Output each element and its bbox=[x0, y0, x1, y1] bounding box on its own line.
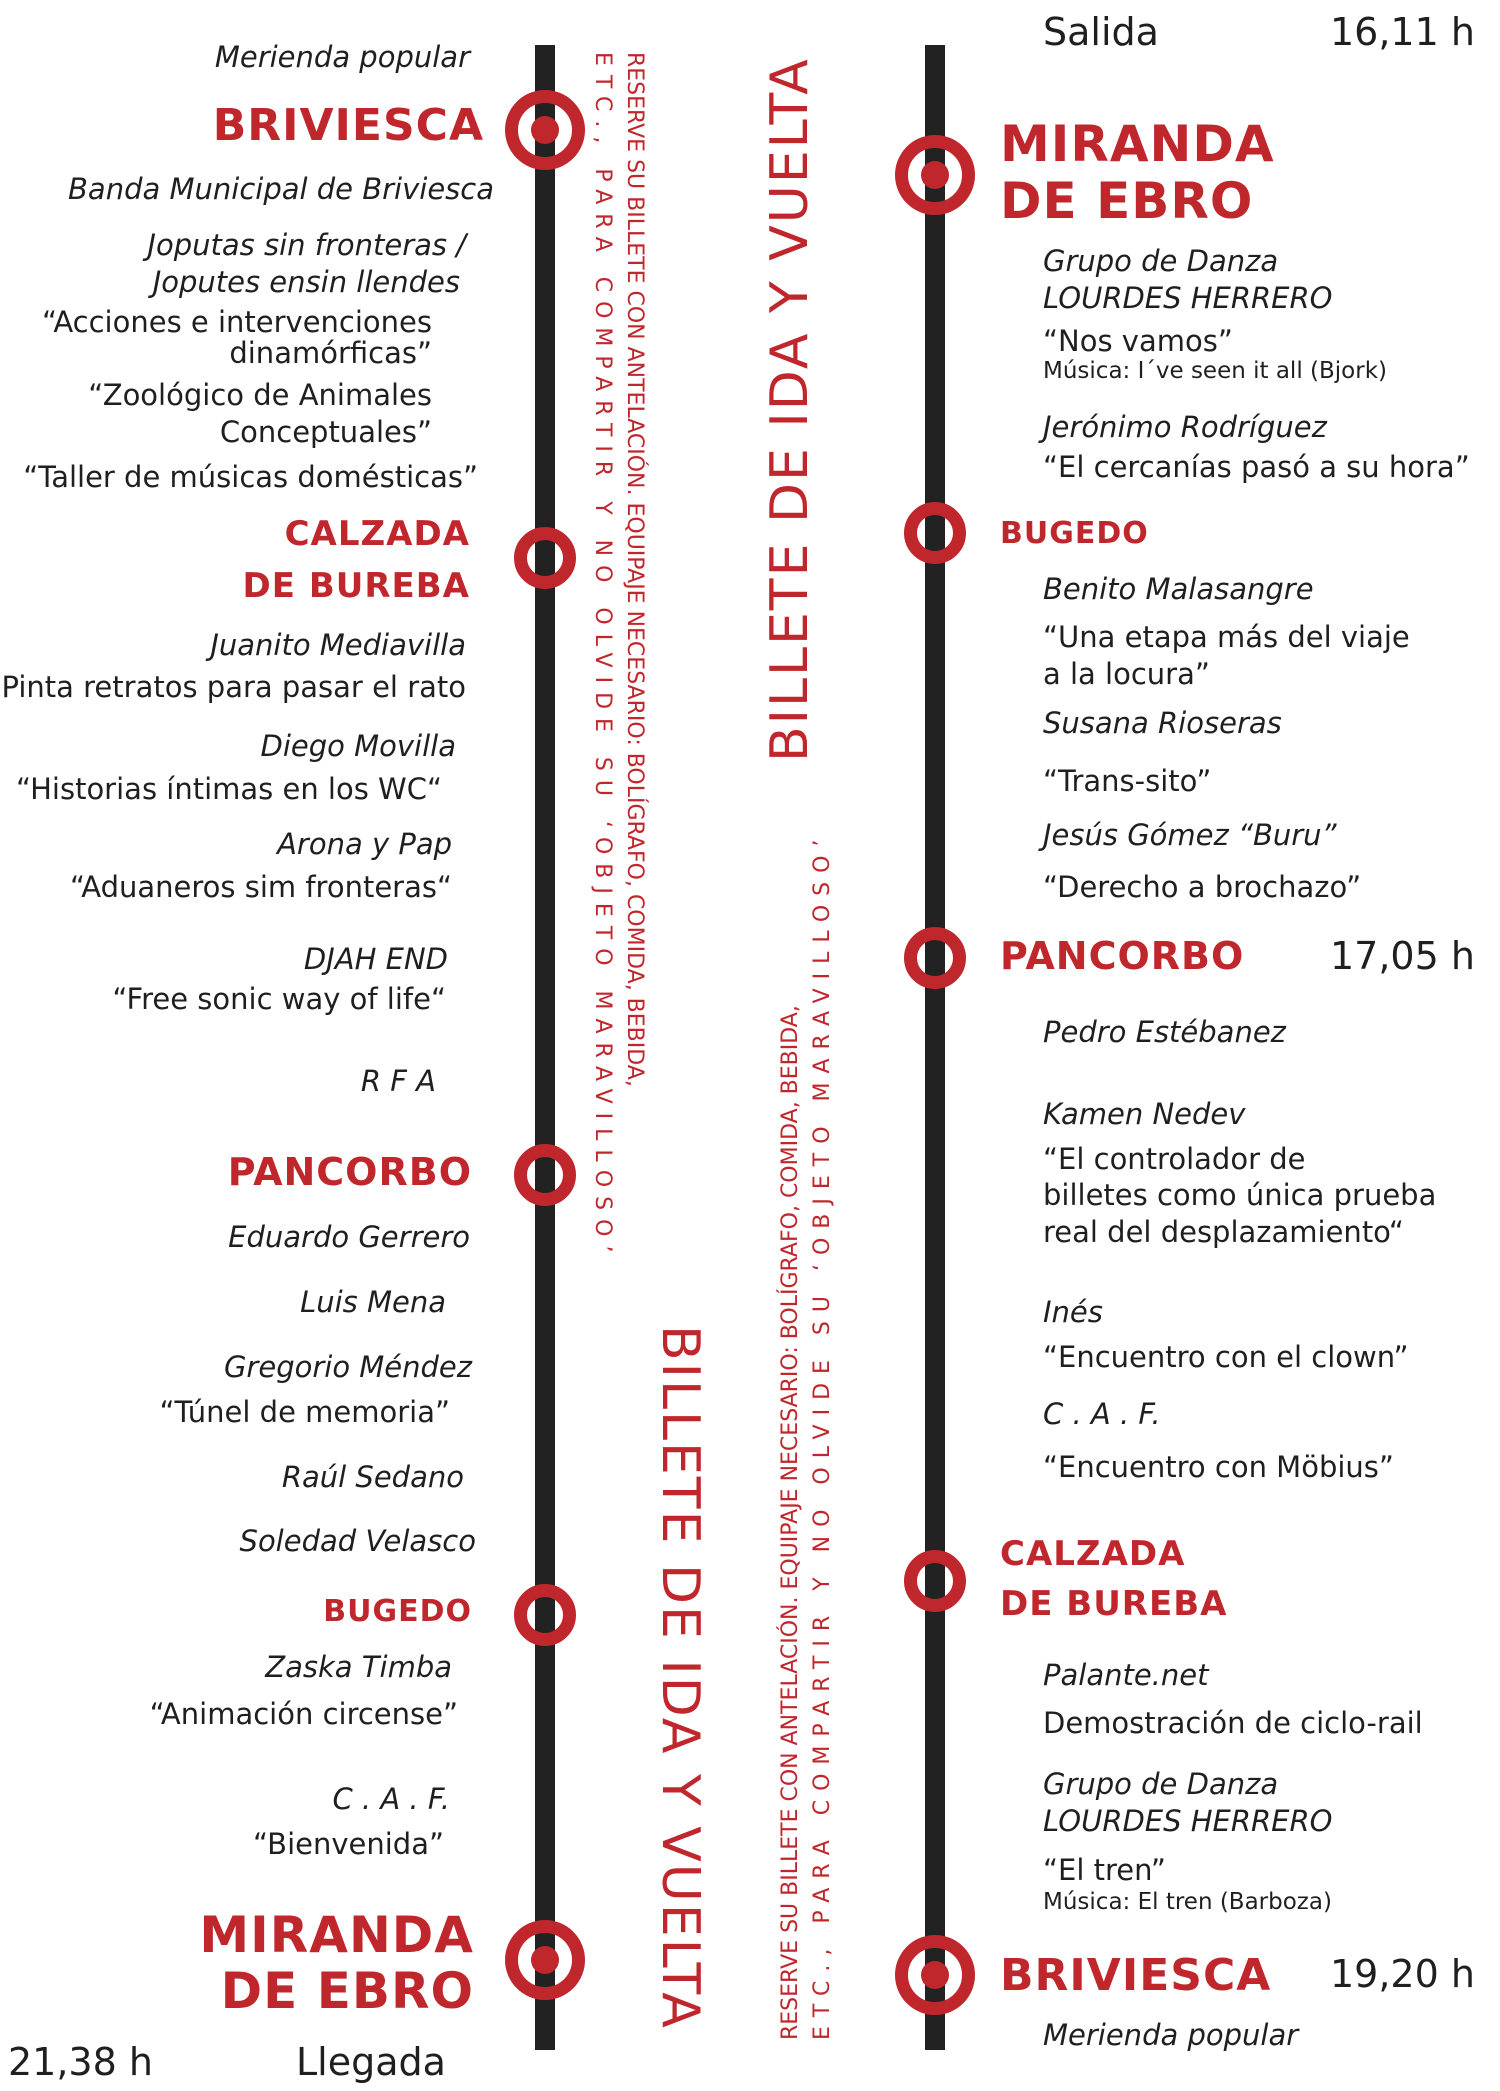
left-station-briviesca: BRIVIESCA bbox=[212, 100, 484, 151]
right-transito: “Trans-sito” bbox=[1043, 764, 1212, 798]
left-station-miranda-2: DE EBRO bbox=[220, 1962, 474, 2020]
left-historias: “Historias íntimas en los WC“ bbox=[15, 772, 442, 806]
right-station-calzada-1: CALZADA bbox=[1000, 1534, 1186, 1574]
left-animacion: “Animación circense” bbox=[149, 1697, 458, 1731]
right-stop-calzada bbox=[904, 1550, 966, 1612]
right-controlador-2: billetes como única prueba bbox=[1043, 1178, 1437, 1212]
left-pinta: Pinta retratos para pasar el rato bbox=[1, 670, 466, 704]
center-notice-bottom-line1: RESERVE SU BILLETE CON ANTELACIÓN. EQUIPAJE NECESARIO: BOLÍGRAFO, COMIDA, BEBIDA, bbox=[778, 1005, 803, 2040]
left-stop-miranda bbox=[505, 1920, 585, 2000]
left-zoo-2: Conceptuales” bbox=[219, 415, 432, 449]
left-acciones-1: “Acciones e intervenciones bbox=[42, 305, 432, 339]
right-track-line bbox=[925, 45, 945, 2050]
right-cercanias: “El cercanías pasó a su hora” bbox=[1043, 450, 1470, 484]
left-caf: C . A . F. bbox=[332, 1782, 450, 1816]
right-station-bugedo: BUGEDO bbox=[1000, 516, 1149, 551]
right-palante: Palante.net bbox=[1043, 1658, 1209, 1692]
left-stop-briviesca-dot bbox=[531, 116, 559, 144]
left-track-line bbox=[535, 45, 555, 2050]
center-notice-bottom-line2: ETC., PARA COMPARTIR Y NO OLVIDE SU ‘OBJETO MARAVILLOSO’ bbox=[810, 830, 835, 2040]
left-stop-miranda-dot bbox=[531, 1946, 559, 1974]
left-banda: Banda Municipal de Briviesca bbox=[68, 172, 494, 206]
right-station-pancorbo: PANCORBO bbox=[1000, 934, 1245, 978]
right-clown: “Encuentro con el clown” bbox=[1043, 1340, 1409, 1374]
right-susana: Susana Rioseras bbox=[1043, 706, 1282, 740]
center-notice-top bbox=[586, 52, 650, 1262]
center-notice-top-line1: RESERVE SU BILLETE CON ANTELACIÓN. EQUIPAJE NECESARIO: BOLÍGRAFO, COMIDA, BEBIDA, bbox=[622, 52, 647, 1087]
right-station-briviesca: BRIVIESCA bbox=[1000, 1950, 1272, 2001]
left-merienda: Merienda popular bbox=[214, 40, 470, 74]
right-musica-1: Música: I´ve seen it all (Bjork) bbox=[1043, 358, 1387, 384]
left-taller: “Taller de músicas domésticas” bbox=[23, 460, 478, 494]
right-grupo-1b: Grupo de Danza bbox=[1043, 1767, 1279, 1801]
left-soledad: Soledad Velasco bbox=[239, 1524, 476, 1558]
right-merienda: Merienda popular bbox=[1043, 2018, 1299, 2052]
right-etapa-2: a la locura” bbox=[1043, 657, 1210, 691]
right-caf: C . A . F. bbox=[1043, 1397, 1161, 1431]
left-eduardo: Eduardo Gerrero bbox=[228, 1220, 470, 1254]
left-stop-calzada bbox=[514, 527, 576, 589]
left-djah: DJAH END bbox=[303, 942, 448, 976]
left-luis: Luis Mena bbox=[300, 1285, 446, 1319]
left-station-calzada-2: DE BUREBA bbox=[242, 566, 470, 606]
right-ines: Inés bbox=[1043, 1295, 1103, 1329]
right-demostracion: Demostración de ciclo-rail bbox=[1043, 1706, 1423, 1740]
center-title-top: BILLETE DE IDA Y VUELTA bbox=[760, 57, 820, 762]
right-musica-2: Música: El tren (Barboza) bbox=[1043, 1889, 1332, 1915]
left-stop-pancorbo bbox=[514, 1144, 576, 1206]
right-jesus: Jesús Gómez “Buru” bbox=[1043, 818, 1337, 852]
right-pancorbo-time: 17,05 h bbox=[1330, 934, 1475, 978]
left-aduaneros: “Aduaneros sim fronteras“ bbox=[69, 870, 452, 904]
right-departure-time: 16,11 h bbox=[1330, 10, 1475, 54]
left-juanito: Juanito Mediavilla bbox=[210, 628, 466, 662]
left-station-pancorbo: PANCORBO bbox=[227, 1150, 472, 1194]
left-joputas-2: Joputes ensin llendes bbox=[152, 265, 460, 299]
left-bienvenida: “Bienvenida” bbox=[253, 1827, 444, 1861]
right-jeronimo: Jerónimo Rodríguez bbox=[1043, 410, 1327, 444]
center-notice-bottom bbox=[775, 830, 839, 2040]
right-station-miranda-2: DE EBRO bbox=[1000, 172, 1254, 230]
left-arrival-label: Llegada bbox=[296, 2040, 446, 2084]
left-free: “Free sonic way of life“ bbox=[112, 982, 446, 1016]
left-raul: Raúl Sedano bbox=[281, 1460, 464, 1494]
right-station-calzada-2: DE BUREBA bbox=[1000, 1584, 1228, 1624]
right-el-tren: “El tren” bbox=[1043, 1853, 1166, 1887]
right-pedro: Pedro Estébanez bbox=[1043, 1015, 1286, 1049]
right-stop-briviesca bbox=[895, 1935, 975, 2015]
right-grupo-1: Grupo de Danza bbox=[1043, 244, 1279, 278]
left-zoo-1: “Zoológico de Animales bbox=[88, 378, 432, 412]
right-derecho: “Derecho a brochazo” bbox=[1043, 870, 1362, 904]
right-station-miranda-1: MIRANDA bbox=[1000, 115, 1275, 173]
left-arrival-time: 21,38 h bbox=[8, 2040, 153, 2084]
right-grupo-2b: LOURDES HERRERO bbox=[1043, 1804, 1333, 1838]
left-zaska: Zaska Timba bbox=[265, 1650, 452, 1684]
left-arona: Arona y Pap bbox=[277, 827, 452, 861]
right-controlador-3: real del desplazamiento“ bbox=[1043, 1215, 1404, 1249]
left-acciones-2: dinamórficas” bbox=[229, 336, 432, 370]
right-grupo-2: LOURDES HERRERO bbox=[1043, 281, 1333, 315]
left-tunel: “Túnel de memoria” bbox=[159, 1395, 450, 1429]
right-mobius: “Encuentro con Möbius” bbox=[1043, 1450, 1394, 1484]
right-etapa-1: “Una etapa más del viaje bbox=[1043, 620, 1410, 654]
right-stop-bugedo bbox=[904, 502, 966, 564]
left-station-calzada-1: CALZADA bbox=[284, 514, 470, 554]
left-gregorio: Gregorio Méndez bbox=[223, 1350, 472, 1384]
left-stop-briviesca bbox=[505, 90, 585, 170]
right-kamen: Kamen Nedev bbox=[1043, 1097, 1246, 1131]
left-joputas-1: Joputas sin fronteras / bbox=[147, 228, 466, 262]
right-stop-miranda-dot bbox=[921, 161, 949, 189]
right-stop-briviesca-dot bbox=[921, 1961, 949, 1989]
left-station-bugedo: BUGEDO bbox=[323, 1594, 472, 1629]
right-stop-pancorbo bbox=[904, 927, 966, 989]
right-nos-vamos: “Nos vamos” bbox=[1043, 324, 1233, 358]
left-stop-bugedo bbox=[514, 1584, 576, 1646]
right-controlador-1: “El controlador de bbox=[1043, 1142, 1306, 1176]
right-departure-label: Salida bbox=[1043, 10, 1159, 54]
right-benito: Benito Malasangre bbox=[1043, 572, 1314, 606]
center-notice-top-line2: ETC., PARA COMPARTIR Y NO OLVIDE SU ‘OBJETO MARAVILLOSO’ bbox=[590, 52, 615, 1262]
left-rfa: R F A bbox=[360, 1064, 436, 1098]
center-title-bottom: BILLETE DE IDA Y VUELTA bbox=[650, 1325, 710, 2030]
right-stop-miranda bbox=[895, 135, 975, 215]
left-station-miranda-1: MIRANDA bbox=[199, 1906, 474, 1964]
left-diego: Diego Movilla bbox=[260, 729, 456, 763]
right-briviesca-time: 19,20 h bbox=[1330, 1952, 1475, 1996]
